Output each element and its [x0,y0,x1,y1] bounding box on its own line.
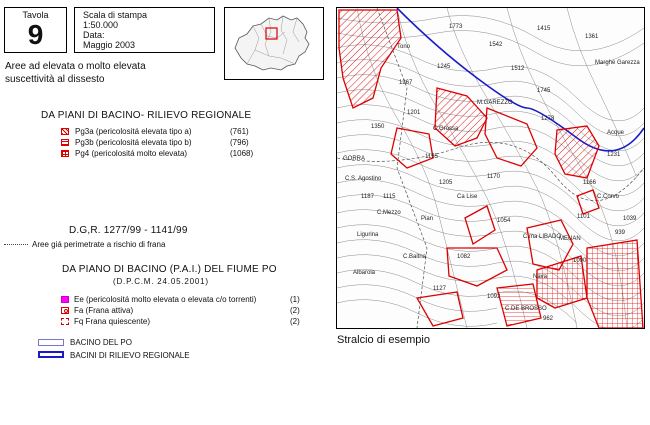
pg4-count: (1068) [230,149,254,158]
elevation-label: 1201 [407,110,421,116]
label-gareza: M.GAREZZO [477,100,513,106]
section-pai-subtitle: (D.P.C.M. 24.05.2001) [113,277,209,286]
label-pian: Pian [421,216,434,222]
scale-value: 1:50.000 [83,20,119,30]
elevation-label: 1170 [487,174,500,180]
section-regional-title: DA PIANI DI BACINO- RILIEVO REGIONALE [41,110,252,121]
elevation-label: 1115 [383,194,396,200]
tavola-number: 9 [27,19,44,50]
elevation-label: 1092 [487,294,501,300]
po-basin-swatch [38,339,64,346]
legend-item-bacino-po [0,337,330,348]
fa-count: (2) [290,306,300,315]
print-info-box [74,7,215,53]
date-value: Maggio 2003 [83,40,136,50]
elevation-label: 1205 [439,180,453,186]
label-libado: C.ma LIBADO [523,234,562,240]
legend-item-bacini-regionali [0,350,330,361]
pg3b-count: (796) [230,138,249,147]
pg3b-label: Pg3b (pericolositá elevata tipo b) [75,138,192,147]
map-subtitle [5,60,146,86]
pg3a-count: (761) [230,127,249,136]
elevation-label: 1350 [371,124,385,130]
elevation-label: 1187 [361,194,374,200]
locator-map [224,7,324,80]
subtitle-line-2: suscettività al dissesto [5,74,105,85]
tavola-label: Tavola [22,10,49,20]
legend-item-pg3a [0,126,330,137]
scale-label: Scala di stampa [83,10,148,20]
elevation-label: 1512 [511,66,525,72]
pg3a-swatch [61,128,69,135]
legend-item-perimetrate [0,239,330,250]
elevation-label: 1000 [573,258,587,264]
elevation-label: 1039 [623,216,637,222]
elevation-label: 962 [543,316,554,322]
label-corvo: C.Corvo [597,194,620,200]
regional-basin-swatch [38,351,64,358]
label-ligurina: Ligurina [357,232,379,238]
elevation-label: 1773 [449,24,463,30]
label-ca-lise: Ca Lise [457,194,478,200]
label-albarola: Albarola [353,270,376,276]
pg3a-label: Pg3a (pericolositá elevata tipo a) [75,127,192,136]
elevation-label: 1054 [497,218,511,224]
elevation-label: 1278 [541,116,555,122]
dotted-line-swatch [4,244,28,245]
elevation-label: 1745 [537,88,551,94]
fq-swatch [61,318,69,325]
pg4-label: Pg4 (pericolositá molto elevata) [75,149,188,158]
locator-map-svg [225,8,323,79]
elevation-label: 1367 [399,80,413,86]
label-acque: Acque [607,130,625,136]
legend-item-pg3b [0,137,330,148]
po-basin-label: BACINO DEL PO [70,338,132,347]
elevation-label: 1415 [537,26,551,32]
elevation-label: 1155 [425,154,438,160]
ee-label: Ee (pericolositá molto elevata o elevata c/o torrenti) [74,295,257,304]
fa-swatch [61,307,69,314]
elevation-label: 1166 [583,180,596,186]
legend-item-pg4 [0,148,330,159]
label-gorra: GORRA [343,156,366,162]
label-baitna: C.Baitna [403,254,427,260]
label-ca-mezzo: C.Mezzo [377,210,401,216]
section-dgr-title: D.G,R. 1277/99 - 1141/99 [69,225,188,236]
ee-count: (1) [290,295,300,304]
section-pai-title: DA PIANO DI BACINO (P.A.I.) DEL FIUME PO [62,264,277,275]
legend-item-fa [0,305,330,316]
tavola-box [4,7,67,53]
elevation-label: 1245 [437,64,451,70]
fq-count: (2) [290,317,300,326]
fq-label: Fq Frana quiescente) [74,317,151,326]
pg4-swatch [61,150,69,157]
elevation-label: 1127 [433,286,446,292]
elevation-label: 1361 [585,34,599,40]
legend-item-ee [0,294,330,305]
elevation-label: 1101 [577,214,590,220]
label-nava: Nava [533,274,548,280]
date-label: Data: [83,30,105,40]
label-margh: Marghe Garezza [595,60,640,66]
subtitle-line-1: Aree ad elevata o molto elevata [5,61,146,72]
elevation-label: 1542 [489,42,503,48]
pg3b-swatch [61,139,69,146]
elevation-label: 939 [615,230,626,236]
label-ca-grossa: C.Grossa [433,126,459,132]
fa-label: Fa (Frana attiva) [74,306,134,315]
elevation-label: 1082 [457,254,471,260]
regional-basin-label: BACINI DI RILIEVO REGIONALE [70,351,190,360]
perimetrate-label: Aree giá perimetrate a rischio di frana [32,240,166,249]
legend-item-fq [0,316,330,327]
label-meuan: MEUAN [559,236,581,242]
map-extract-svg [337,8,644,328]
ee-swatch [61,296,69,303]
label-brosso: C.DE BROSSO [505,306,547,312]
label-tono: Tono [397,44,411,50]
map-extract [336,7,645,329]
elevation-label: 1231 [607,152,621,158]
map-caption: Stralcio di esempio [337,334,430,346]
region-outline [235,16,309,70]
label-agostino: C.S. Agostino [345,176,382,182]
